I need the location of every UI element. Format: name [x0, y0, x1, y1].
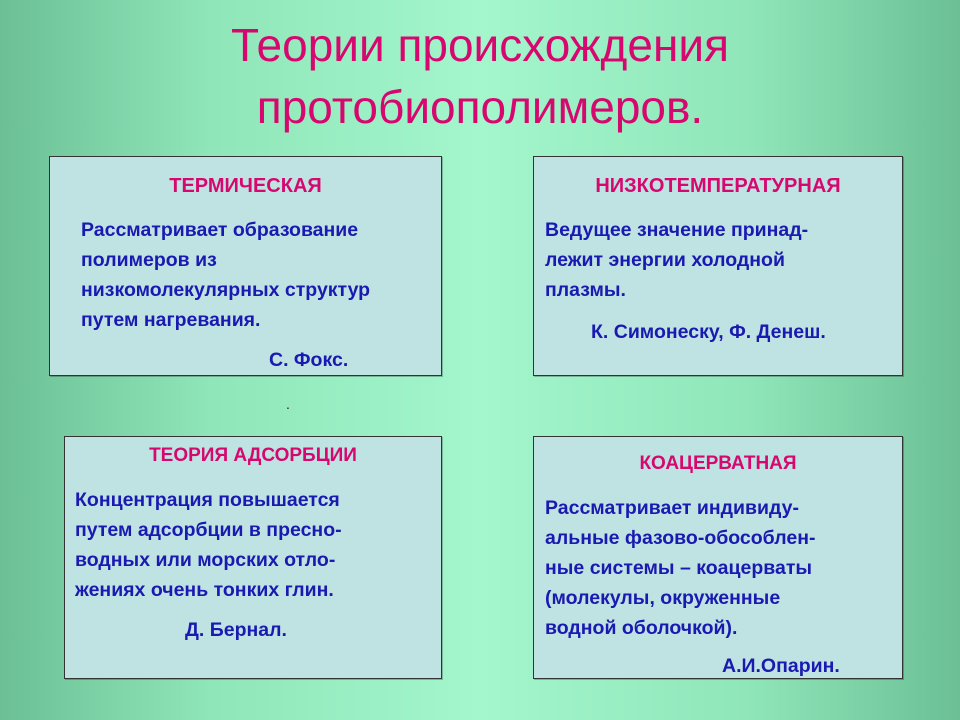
card-low-temperature-line-1: Ведущее значение принад-	[545, 219, 809, 241]
card-thermal-line-1: Рассматривает образование	[81, 219, 359, 241]
title-line-1: Теории происхождения	[231, 19, 729, 71]
card-coacervate	[533, 436, 903, 679]
card-adsorption-heading: ТЕОРИЯ АДСОРБЦИИ	[149, 445, 357, 466]
card-adsorption-line-1: Концентрация повышается	[75, 489, 340, 511]
stray-dot: .	[286, 396, 290, 412]
card-coacervate-line-2: альные фазово-обособлен-	[545, 527, 816, 549]
card-low-temperature-author: К. Симонеску, Ф. Денеш.	[591, 321, 826, 343]
card-low-temperature	[533, 156, 903, 376]
card-low-temperature-line-2: лежит энергии холодной	[545, 249, 785, 271]
card-thermal-line-2: полимеров из	[81, 249, 217, 271]
card-thermal-heading: ТЕРМИЧЕСКАЯ	[169, 175, 322, 197]
card-adsorption-line-4: жениях очень тонких глин.	[75, 579, 334, 601]
card-thermal-author: С. Фокс.	[269, 349, 349, 371]
card-coacervate-line-4: (молекулы, окруженные	[545, 587, 781, 609]
card-adsorption-line-2: путем адсорбции в пресно-	[75, 519, 342, 541]
card-thermal-line-3: низкомолекулярных структур	[81, 279, 371, 301]
card-low-temperature-line-3: плазмы.	[545, 279, 626, 301]
card-thermal-body	[81, 215, 370, 335]
card-coacervate-line-1: Рассматривает индивиду-	[545, 497, 799, 519]
card-thermal-line-4: путем нагревания.	[81, 309, 261, 331]
card-thermal	[49, 156, 442, 376]
card-low-temperature-heading: НИЗКОТЕМПЕРАТУРНАЯ	[595, 175, 841, 197]
slide-title	[0, 14, 960, 138]
card-adsorption	[64, 436, 442, 679]
card-coacervate-line-3: ные системы – коацерваты	[545, 557, 813, 579]
card-adsorption-body	[75, 485, 342, 605]
card-coacervate-author: А.И.Опарин.	[722, 655, 840, 677]
card-coacervate-heading: КОАЦЕРВАТНАЯ	[639, 453, 797, 474]
card-adsorption-line-3: водных или морских отло-	[75, 549, 336, 571]
card-coacervate-body	[545, 493, 816, 643]
card-low-temperature-body	[545, 215, 808, 305]
title-line-2: протобиополимеров.	[256, 81, 704, 133]
card-coacervate-line-5: водной оболочкой).	[545, 617, 738, 639]
card-adsorption-author: Д. Бернал.	[185, 619, 287, 641]
